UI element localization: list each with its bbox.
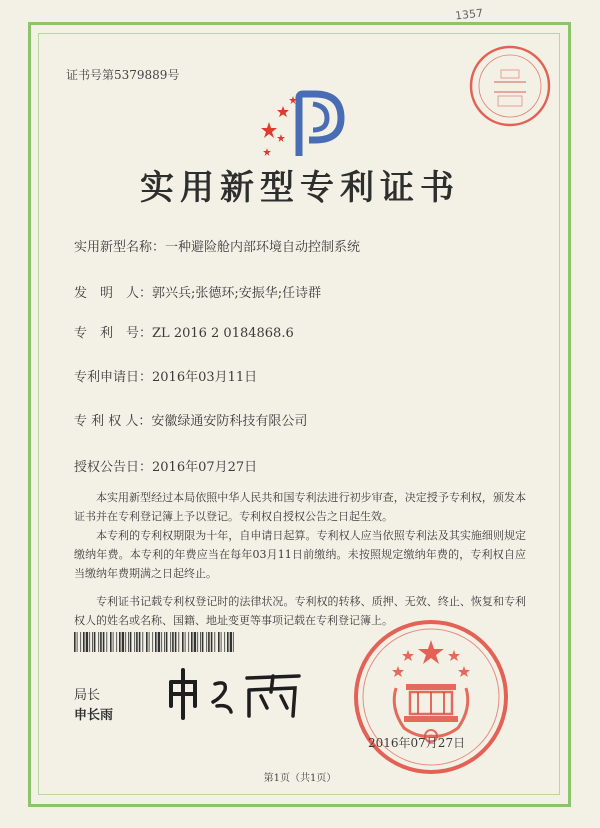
barcode-bar bbox=[100, 632, 102, 652]
field-label: 发 明 人： bbox=[74, 286, 153, 301]
barcode-bar bbox=[166, 632, 168, 652]
barcode-bar bbox=[185, 632, 186, 652]
field-value: 安徽绿通安防科技有限公司 bbox=[151, 414, 308, 429]
barcode-bar bbox=[142, 632, 143, 652]
field-application-date bbox=[74, 366, 257, 385]
barcode-bar bbox=[146, 632, 148, 652]
field-value: ZL 2016 2 0184868.6 bbox=[152, 326, 294, 341]
barcode-bar bbox=[77, 632, 78, 652]
patent-office-logo-icon bbox=[255, 90, 355, 160]
barcode-bar bbox=[221, 632, 222, 652]
barcode-bar bbox=[170, 632, 171, 652]
barcode-bar bbox=[125, 632, 126, 652]
barcode-bar bbox=[122, 632, 124, 652]
field-inventor bbox=[74, 282, 321, 301]
barcode-bar bbox=[208, 632, 210, 652]
field-grant-date bbox=[74, 456, 257, 475]
handwritten-note: 1357 bbox=[454, 6, 484, 23]
barcode-bar bbox=[218, 632, 220, 652]
barcode-bar bbox=[182, 632, 184, 652]
field-patent-number bbox=[74, 322, 294, 341]
barcode-bar bbox=[202, 632, 204, 652]
barcode-bar bbox=[80, 632, 81, 652]
certificate-title: 实用新型专利证书 bbox=[140, 168, 460, 208]
field-value: 一种避险舱内部环境自动控制系统 bbox=[165, 240, 361, 255]
field-label: 专 利 权 人： bbox=[74, 414, 152, 429]
body-paragraph: 专利证书记载专利权登记时的法律状况。专利权的转移、质押、无效、终止、恢复和专利权人的姓名或名称、国籍、地址变更等事项记载在专利登记簿上。 bbox=[74, 595, 526, 627]
certificate-number: 证书号第5379889号 bbox=[66, 68, 180, 82]
field-label: 授权公告日： bbox=[74, 460, 153, 475]
barcode-bar bbox=[103, 632, 105, 652]
barcode-bar bbox=[89, 632, 90, 652]
barcode-bar bbox=[130, 632, 132, 652]
barcode-bar bbox=[119, 632, 121, 652]
body-paragraph: 本实用新型经过本局依照中华人民共和国专利法进行初步审查，决定授予专利权，颁发本证书并在专利登记簿上予以登记。专利权自授权公告之日起生效。 bbox=[74, 491, 526, 523]
barcode-bar bbox=[178, 632, 179, 652]
barcode-bar bbox=[86, 632, 88, 652]
certificate-body-text bbox=[74, 488, 526, 630]
barcode-bar bbox=[155, 632, 157, 652]
barcode-bar bbox=[116, 632, 117, 652]
field-value: 郭兴兵;张德环;安振华;任诗群 bbox=[152, 286, 322, 301]
seal-date: 2016年07月27日 bbox=[368, 736, 466, 750]
barcode-bar bbox=[214, 632, 215, 652]
field-label: 实用新型名称： bbox=[74, 240, 166, 255]
barcode-bar bbox=[161, 632, 162, 652]
barcode-bar bbox=[164, 632, 165, 652]
barcode-bar bbox=[74, 632, 76, 652]
barcode-bar bbox=[194, 632, 196, 652]
field-patentee bbox=[74, 410, 307, 429]
barcode-bar bbox=[136, 632, 138, 652]
page-number: 第1页（共1页） bbox=[263, 773, 337, 784]
barcode-bar bbox=[152, 632, 153, 652]
national-ip-seal-icon bbox=[352, 618, 510, 776]
barcode-bar bbox=[139, 632, 141, 652]
barcode-bar bbox=[83, 632, 85, 652]
barcode-bar bbox=[128, 632, 129, 652]
barcode-bar bbox=[113, 632, 114, 652]
barcode-bar bbox=[134, 632, 135, 652]
barcode-bar bbox=[206, 632, 207, 652]
barcode-bar bbox=[149, 632, 150, 652]
barcode-bar bbox=[197, 632, 198, 652]
chief-name: 申长雨 bbox=[74, 708, 114, 723]
barcode-icon bbox=[74, 632, 234, 652]
barcode-bar bbox=[175, 632, 177, 652]
barcode-bar bbox=[92, 632, 93, 652]
body-paragraph: 本专利的专利权期限为十年，自申请日起算。专利权人应当依照专利法及其实施细则规定缴纳年费。本专利的年费应当在每年03月11日前缴纳。未按照规定缴纳年费的，专利权自应当缴纳年费期满之日起终止。 bbox=[74, 529, 526, 580]
agent-stamp-seal-icon bbox=[468, 44, 552, 128]
barcode-bar bbox=[227, 632, 229, 652]
barcode-bar bbox=[200, 632, 201, 652]
barcode-bar bbox=[158, 632, 160, 652]
barcode-bar bbox=[230, 632, 232, 652]
field-value: 2016年03月11日 bbox=[152, 370, 258, 385]
field-utility-model-name bbox=[74, 236, 360, 255]
barcode-bar bbox=[211, 632, 213, 652]
barcode-bar bbox=[224, 632, 225, 652]
barcode-bar bbox=[110, 632, 112, 652]
barcode-bar bbox=[172, 632, 174, 652]
barcode-bar bbox=[188, 632, 189, 652]
barcode-bar bbox=[233, 632, 234, 652]
field-label: 专 利 号： bbox=[74, 326, 153, 341]
field-value: 2016年07月27日 bbox=[152, 460, 258, 475]
signature-icon bbox=[165, 662, 305, 722]
barcode-bar bbox=[191, 632, 193, 652]
barcode-bar bbox=[106, 632, 107, 652]
barcode-bar bbox=[94, 632, 96, 652]
barcode-bar bbox=[98, 632, 99, 652]
field-label: 专利申请日： bbox=[74, 370, 153, 385]
chief-title: 局长 bbox=[74, 688, 101, 703]
